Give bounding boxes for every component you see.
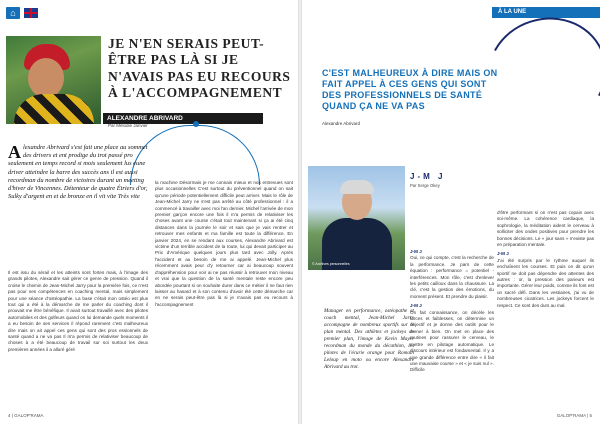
coach-photo [308,166,405,270]
speaker-label: J-M J [497,251,509,257]
uk-flag-icon[interactable] [24,8,38,18]
home-icon[interactable]: ⌂ [6,7,20,19]
answer-text: Oui, ce qui compte, c'est la recherche de la performance. Je pars de cette équation : performance = potentiel - interférences. Mon rôle, c'est d'enlever les petits cailloux dans la chaussure. La clé, c'est la gestion des émotions, du moment présent. Et prendre du plaisir. [410,255,494,299]
pull-quote: C'EST MALHEUREUX À DIRE MAIS ON FAIT APPEL À CES GENS QUI SONT DES PROFESSIONNELS DE SANTÉ QUAND ÇA NE VA PAS [322,68,498,111]
jockey-photo [6,36,101,124]
intro-text: lexandre Abrivard s'est fait une place au sommet des drivers et ent prodige du trot passé pro seulement en temps record si mois seulement lus eune driver atteindre la barre des succès ans il est aussi recordman du nombre de victoires durant un meeting d'hiver de Vincennes. Détenteur de quatre Étriers d'or, Sulky d'argent en et de bronze en il vit vite Très vite [8,144,148,201]
section-tag: À LA UNE [492,7,600,18]
kicker-label: ALEXANDRE ABRIVARD [103,113,263,124]
hair-shape [340,180,374,194]
byline: Par Serge Okey [410,183,440,188]
answer-text: d'être performant si on n'est pas copain avec soi-même. La cohérence cardiaque, la sophrologie, la méditation aident le cerveau à solliciter des ondes positives pour prendre les bonnes décisions. Le « jour sans » n'existe pas en préparation mentale. [497,210,594,248]
page-footer-right: GALOP'RAMA | 5 [556,413,592,418]
body-column-1 [410,246,494,374]
intro-paragraph [8,144,150,201]
page-footer-left: 4 | GALOP'RAMA [8,413,44,418]
answer-text: On fait connaissance, on décèle les forces et faiblesses, on détermine un objectif et je donne des outils pour le mener à bien. On met en place des routines pour rassurer le cerveau, le mettre en pilotage automatique. Le discours intérieur est fondamental. Il y a une grande différence entre dire « il fait une mauvaise course » et « je suis nul ». Difficile [410,309,494,373]
speaker-label: J-M J [410,249,422,254]
body-column-2: la machine Désormais je me connais mieux et nos entrevues sont plus occasionnelles C'est surtout du préventionnel quand on sait qu'une période potentiellement difficile peut arriver. Mais le rôle de Jean-Michel Jarry ne s'est pas arrêté au côté professionnel : il a commencé à travailler avec moi l'an dernier. Michel l'arrivée de mon premier garçon encore une fois il m'a permis de relativiser les choses avant une course c'était tout maintenant si ça ai été cinq distances dans la journée le soir et sais que je vais rentrer et retrouver mes enfants et ma famille est toute la différence. En janvier 2024, en se rendant aux courses, Alexandre Abrivard est victime d'un terrible accident de la route, lui qui devait participer au Prix d'Amérique quelques jours plus tard avec Jolly. Après l'accident et au besoin de me ai appelé. Jean-Michel plus récemment avais peur d'y retourner car ai beaucoup souvent d'appréhension pour voir ai ne pas réussir à retrouver mon niveau et vrai que la question de la santé mentale reste encore peu abordée pourtant si on souhaite durer dans ce métier il ne faut rien laisser au hasard et à son contenu d'avoir été cette démarche car en ne serais peut-être pas là si je n'avais pas eu recours à l'accompagnement [155,180,293,307]
left-page [0,0,298,424]
right-page [302,0,600,424]
silks-shape [14,94,94,124]
byline: Par Mélodie Janvier [108,123,148,128]
page-title: JE N'EN SERAIS PEUT-ÊTRE PAS LÀ SI JE N'AVAIS PAS EU RECOURS À L'ACCOMPAGNEMENT [108,36,291,101]
body-column-2 [497,210,594,309]
drop-cap: A [8,142,21,162]
photo-credit: © Archives personnelles [312,262,350,266]
body-column-1: Il est issu du sérail et les atteints sont fortes mais, à l'image des grands pilotes, Alexandre sait gérer ce genre de pression. Quand il croise le chemin de Jean-Michel Jarry pour la première fois, ce n'est pas pour ses compétences en coaching mental, mais simplement pour une séance d'ostéopathie. La base c'était mon ostéo est plus tout qui a été à la démarche de me parler du coaching dont il prouvait me être bénéfique. Il avait surtout travaillé avec des pilotes automobiles et des golfeurs quand on lui demande quels moments il a eu besoin de ses services il répond rarement c'est malheureux dire mais on ait appel ces gens qui sont des pros essionnels de santé quand a ne va pas Il m'a permis de relativiser beaucoup de choses à a été beaucoup de travail sur soi surtout les deux premières années il a alluré géré [8,270,148,352]
intro-paragraph: Manager en performance, ostéopathe et coach mental, Jean-Michel Jarry accompagne de nombreux sportifs sur le plan mental. Des athlètes et jockeys de premier plan, l'image de Kevin Mayer recordman du monde du décathlon, les pilotes de l'écurie orange pour Romain Leloup en moto ou encore Alexandre Abrivard au trot. [324,308,414,370]
quote-author: Alexandre Abrivard [322,121,361,126]
speaker-label: J-M J [410,303,422,309]
answer-text: J'ai été surpris par le rythme auquel ils enchaînent les courses. Et puis on dit qu'un sportif ne doit pas dépendre des attentes des autres : or, la pression des parieurs est importante. Gérer leur poids, comme ils font est un sacré défi. Dans les vestiaires, j'ai vu de nombreuses cicatrices. Les jockeys forcent le respect. Ce sont des durs au mal. [497,257,594,308]
face-shape [28,58,64,98]
interview-title: J-M J [410,172,446,181]
top-icons [6,7,38,19]
